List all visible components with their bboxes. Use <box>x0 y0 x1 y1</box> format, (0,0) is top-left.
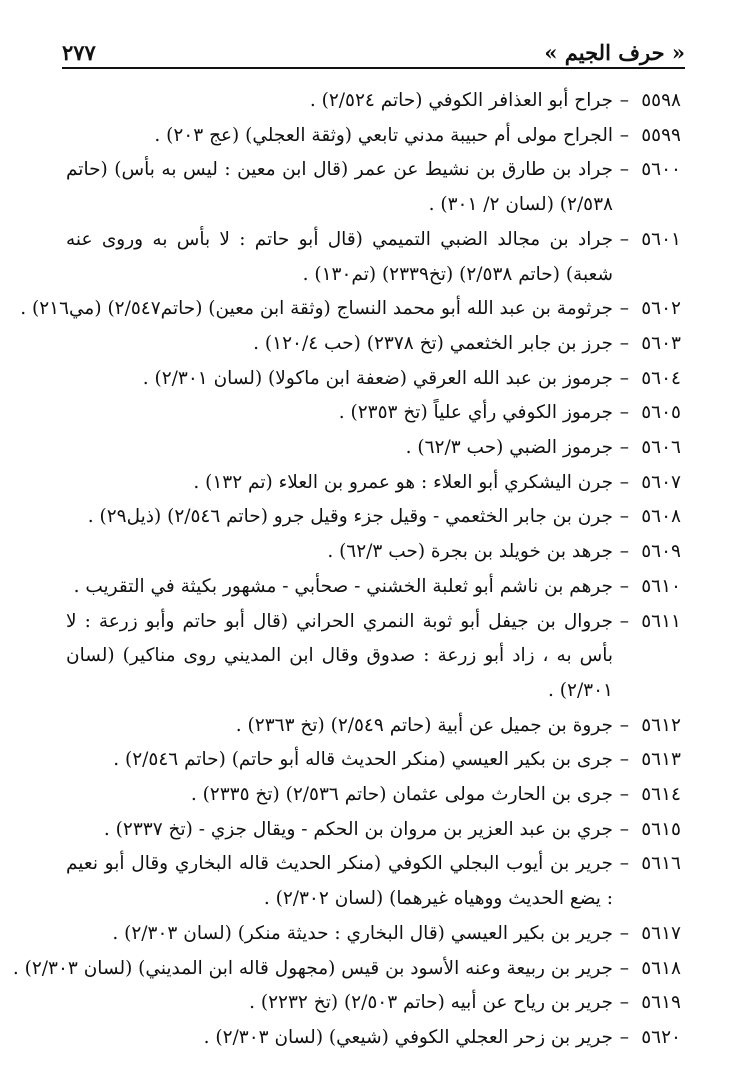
entry-text: جرى بن الحارث مولى عثمان (حاتم ٢/٥٣٦) (تخ ٢٣٣٥) . <box>190 784 613 806</box>
entry-number: ٥٦١٥ <box>641 818 681 840</box>
entry-number: ٥٦٠١ <box>641 228 681 250</box>
entry-5618: ٥٦١٨ – جرير بن ربيعة وعنه الأسود بن قيس (مجهول قاله ابن المديني) (لسان ٢/٣٠٣) . <box>66 952 681 987</box>
entry-text: جراد بن مجالد الضبي التميمي (قال أبو حاتم : لا بأس به وروى عنه شعبة) (حاتم ٢/٥٣٨) (تخ٢٣٣٩) (تم١٣٠) . <box>66 228 613 285</box>
entry-5608: ٥٦٠٨ – جرن بن جابر الخثعمي - وقيل جزء وقيل جرو (حاتم ٢/٥٤٦) (ذيل٢٩) . <box>66 500 681 535</box>
entry-text: جرير بن بكير العيسي (قال البخاري : حديثة منكر) (لسان ٢/٣٠٣) . <box>112 922 613 944</box>
entry-5620: ٥٦٢٠ – جرير بن زحر العجلي الكوفي (شيعي) (لسان ٢/٣٠٣) . <box>66 1021 681 1056</box>
entry-5605: ٥٦٠٥ – جرموز الكوفي رأي علياً (تخ ٢٣٥٣) . <box>66 396 681 431</box>
entry-number: ٥٦٠٠ <box>641 159 681 181</box>
entry-5609: ٥٦٠٩ – جرهد بن خويلد بن بجرة (حب ٦٢/٣) . <box>66 535 681 570</box>
entry-5615: ٥٦١٥ – جري بن عبد العزير بن مروان بن الحكم - ويقال جزي - (تخ ٢٣٣٧) . <box>66 813 681 848</box>
entry-text: جرثومة بن عبد الله أبو محمد النساج (وثقة ابن معين) (حاتم٢/٥٤٧) (مي٢١٦) . <box>20 298 613 320</box>
entry-number: ٥٦١٢ <box>641 714 681 736</box>
entry-number: ٥٥٩٩ <box>641 124 681 146</box>
entry-number: ٥٦١٧ <box>641 922 681 944</box>
entry-text: جرز بن جابر الخثعمي (تخ ٢٣٧٨) (حب ١٢٠/٤) . <box>253 332 613 354</box>
entry-text: جرير بن رياح عن أبيه (حاتم ٢/٥٠٣) (تخ ٢٢٣٢) . <box>249 992 613 1014</box>
entry-text: جروة بن جميل عن أبية (حاتم ٢/٥٤٩) (تخ ٢٣٦٣) . <box>235 714 613 736</box>
header-rule <box>62 67 685 69</box>
entry-text: جرهم بن ناشم أبو ثعلبة الخشني - صحأبي - مشهور بكيثة في التقريب . <box>73 575 613 597</box>
entry-text: جراد بن طارق بن نشيط عن عمر (قال ابن معين : ليس به بأس) (حاتم ٢/٥٣٨) (لسان ٢/ ٣٠١) . <box>66 159 613 216</box>
entry-number: ٥٦٢٠ <box>641 1026 681 1048</box>
entry-text: جرير بن أيوب البجلي الكوفي (منكر الحديث قاله البخاري وقال أبو نعيم : يضع الحديث ووهياه غيرهما) (لسان ٢/٣٠٢) . <box>66 853 613 910</box>
entry-number: ٥٦١٦ <box>641 853 681 875</box>
entry-5602: ٥٦٠٢ – جرثومة بن عبد الله أبو محمد النساج (وثقة ابن معين) (حاتم٢/٥٤٧) (مي٢١٦) . <box>66 292 681 327</box>
entry-5614: ٥٦١٤ – جرى بن الحارث مولى عثمان (حاتم ٢/٥٣٦) (تخ ٢٣٣٥) . <box>66 778 681 813</box>
entry-5611: ٥٦١١ – جروال بن جيفل أبو ثوبة النمري الحراني (قال أبو حاتم وأبو زرعة : لا بأس به ، زاد أبو زرعة : صدوق وقال ابن المديني روى مناكير) (لسان ٢/٣٠١) . <box>66 605 681 709</box>
entry-text: جرن اليشكري أبو العلاء : هو عمرو بن العلاء (تم ١٣٢) . <box>193 471 613 493</box>
entry-text: جروال بن جيفل أبو ثوبة النمري الحراني (قال أبو حاتم وأبو زرعة : لا بأس به ، زاد أبو زرعة : صدوق وقال ابن المديني روى مناكير) (لسان ٢/٣٠١) . <box>66 610 613 701</box>
entry-number: ٥٦١٣ <box>641 749 681 771</box>
entry-5600: ٥٦٠٠ – جراد بن طارق بن نشيط عن عمر (قال ابن معين : ليس به بأس) (حاتم ٢/٥٣٨) (لسان ٢/ ٣٠١) . <box>66 153 681 222</box>
entry-text: جرى بن بكير العيسي (منكر الحديث قاله أبو حاتم) (حاتم ٢/٥٤٦) . <box>113 749 613 771</box>
entry-number: ٥٦٠٣ <box>641 332 681 354</box>
entry-number: ٥٦١١ <box>641 610 681 632</box>
entry-5599: ٥٥٩٩ – الجراح مولى أم حبيبة مدني تابعي (وثقة العجلي) (عج ٢٠٣) . <box>66 119 681 154</box>
entry-text: جرير بن زحر العجلي الكوفي (شيعي) (لسان ٢/٣٠٣) . <box>203 1026 613 1048</box>
chapter-title: « حرف الجيم » <box>544 40 685 65</box>
entry-number: ٥٦٠٢ <box>641 298 681 320</box>
entry-number: ٥٦٠٧ <box>641 471 681 493</box>
entry-number: ٥٦٠٤ <box>641 367 681 389</box>
entry-number: ٥٦٠٩ <box>641 541 681 563</box>
entry-text: جراح أبو العذافر الكوفي (حاتم ٢/٥٢٤) . <box>309 90 613 111</box>
entry-text: جرهد بن خويلد بن بجرة (حب ٦٢/٣) . <box>327 541 613 563</box>
entry-text: الجراح مولى أم حبيبة مدني تابعي (وثقة العجلي) (عج ٢٠٣) . <box>154 124 613 146</box>
entry-5616: ٥٦١٦ – جرير بن أيوب البجلي الكوفي (منكر الحديث قاله البخاري وقال أبو نعيم : يضع الحديث ووهياه غيرهما) (لسان ٢/٣٠٢) . <box>66 847 681 916</box>
entry-number: ٥٦٠٦ <box>641 437 681 459</box>
entry-5606: ٥٦٠٦ – جرموز الضبي (حب ٦٢/٣) . <box>66 431 681 466</box>
entry-text: جرير بن ربيعة وعنه الأسود بن قيس (مجهول قاله ابن المديني) (لسان ٢/٣٠٣) . <box>12 957 613 979</box>
entry-text: جرن بن جابر الخثعمي - وقيل جزء وقيل جرو (حاتم ٢/٥٤٦) (ذيل٢٩) . <box>87 506 613 528</box>
entry-number: ٥٥٩٨ <box>641 90 681 111</box>
entry-list <box>12 84 681 1056</box>
entry-5603: ٥٦٠٣ – جرز بن جابر الخثعمي (تخ ٢٣٧٨) (حب ١٢٠/٤) . <box>66 327 681 362</box>
page-header <box>62 34 685 68</box>
entry-text: جرموز الضبي (حب ٦٢/٣) . <box>405 437 613 459</box>
entry-5612: ٥٦١٢ – جروة بن جميل عن أبية (حاتم ٢/٥٤٩) (تخ ٢٣٦٣) . <box>66 709 681 744</box>
entry-5601: ٥٦٠١ – جراد بن مجالد الضبي التميمي (قال أبو حاتم : لا بأس به وروى عنه شعبة) (حاتم ٢/٥٣٨) (تخ٢٣٣٩) (تم١٣٠) . <box>66 223 681 292</box>
entry-5610: ٥٦١٠ – جرهم بن ناشم أبو ثعلبة الخشني - صحأبي - مشهور بكيثة في التقريب . <box>66 570 681 605</box>
entry-text: جرموز الكوفي رأي علياً (تخ ٢٣٥٣) . <box>338 402 613 424</box>
entry-5617: ٥٦١٧ – جرير بن بكير العيسي (قال البخاري : حديثة منكر) (لسان ٢/٣٠٣) . <box>66 917 681 952</box>
entry-5598: ٥٥٩٨ – جراح أبو العذافر الكوفي (حاتم ٢/٥٢٤) . <box>66 84 681 119</box>
entry-5607: ٥٦٠٧ – جرن اليشكري أبو العلاء : هو عمرو بن العلاء (تم ١٣٢) . <box>66 466 681 501</box>
entry-number: ٥٦١٠ <box>641 575 681 597</box>
entry-number: ٥٦١٤ <box>641 784 681 806</box>
entry-5613: ٥٦١٣ – جرى بن بكير العيسي (منكر الحديث قاله أبو حاتم) (حاتم ٢/٥٤٦) . <box>66 743 681 778</box>
entry-number: ٥٦٠٥ <box>641 402 681 424</box>
entry-number: ٥٦١٨ <box>641 957 681 979</box>
page-number: ٢٧٧ <box>62 40 96 65</box>
entry-number: ٥٦١٩ <box>641 992 681 1014</box>
entry-text: جري بن عبد العزير بن مروان بن الحكم - ويقال جزي - (تخ ٢٣٣٧) . <box>103 818 613 840</box>
entry-number: ٥٦٠٨ <box>641 506 681 528</box>
entry-text: جرموز بن عبد الله العرقي (ضعفة ابن ماكولا) (لسان ٢/٣٠١) . <box>142 367 613 389</box>
entry-5604: ٥٦٠٤ – جرموز بن عبد الله العرقي (ضعفة ابن ماكولا) (لسان ٢/٣٠١) . <box>66 362 681 397</box>
entry-5619: ٥٦١٩ – جرير بن رياح عن أبيه (حاتم ٢/٥٠٣) (تخ ٢٢٣٢) . <box>66 986 681 1021</box>
